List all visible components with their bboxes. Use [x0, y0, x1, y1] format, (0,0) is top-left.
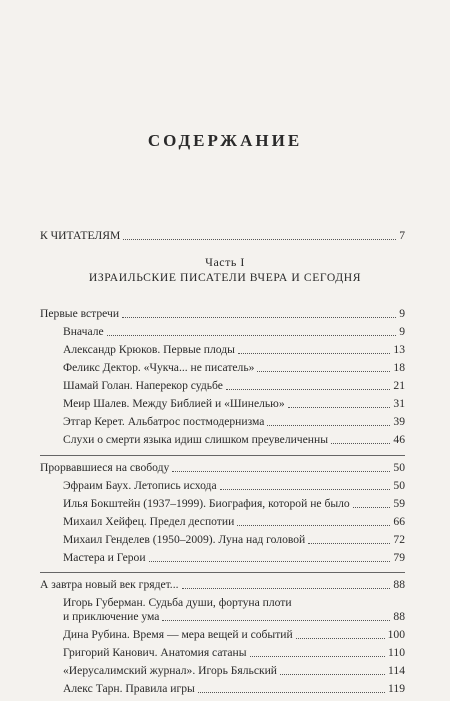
toc-entry[interactable]	[63, 361, 405, 375]
leader-dots	[280, 674, 385, 675]
toc-entry-page: 13	[393, 343, 405, 356]
toc-entry-text: К ЧИТАТЕЛЯМ	[40, 229, 121, 242]
toc-entry[interactable]	[63, 397, 405, 411]
leader-dots	[198, 692, 385, 693]
toc-entry-page: 88	[393, 610, 405, 623]
toc-entry-page: 50	[393, 461, 405, 474]
leader-dots	[288, 407, 391, 408]
toc-entry[interactable]	[63, 325, 405, 339]
toc-entry-text: Дина Рубина. Время — мера вещей и событий	[63, 628, 293, 641]
toc-entry-page: 114	[388, 664, 405, 677]
toc-entry[interactable]	[63, 610, 405, 624]
toc-entry-text: Эфраим Баух. Летопись исхода	[63, 479, 217, 492]
toc-entry[interactable]	[63, 497, 405, 511]
page-title: СОДЕРЖАНИЕ	[147, 131, 303, 150]
toc-entry-page: 7	[399, 229, 405, 242]
toc-entry-text: Прорвавшиеся на свободу	[40, 461, 170, 474]
toc-entry-text: и приключение ума	[63, 610, 160, 623]
toc-entry-page: 110	[388, 646, 405, 659]
leader-dots	[182, 588, 391, 589]
toc-entry-text: Михаил Хейфец. Предел деспотии	[63, 515, 235, 528]
toc-entry[interactable]	[63, 415, 405, 429]
part-title: ИЗРАИЛЬСКИЕ ПИСАТЕЛИ ВЧЕРА И СЕГОДНЯ	[88, 271, 362, 284]
leader-dots	[162, 620, 390, 621]
toc-entry-page: 31	[393, 397, 405, 410]
toc-entry-page: 66	[393, 515, 405, 528]
toc-entry-text: Вначале	[63, 325, 104, 338]
toc-entry-text: А завтра новый век грядет...	[40, 578, 179, 591]
toc-entry[interactable]	[63, 551, 405, 565]
toc-entry-text-line1: Игорь Губерман. Судьба души, фортуна плоти	[63, 596, 292, 609]
toc-entry-page: 72	[393, 533, 405, 546]
toc-entry-page: 39	[393, 415, 405, 428]
toc-entry-page: 46	[393, 433, 405, 446]
toc-entry-intro[interactable]	[40, 229, 405, 243]
leader-dots	[331, 443, 390, 444]
toc-entry-text: «Иерусалимский журнал». Игорь Бяльский	[63, 664, 278, 677]
leader-dots	[250, 656, 385, 657]
toc-entry-text: Этгар Керет. Альбатрос постмодернизма	[63, 415, 265, 428]
toc-entry-text: Слухи о смерти языка идиш слишком преувеличенны	[63, 433, 328, 446]
toc-entry-text: Первые встречи	[40, 307, 120, 320]
leader-dots	[238, 353, 390, 354]
toc-entry-text: Михаил Генделев (1950–2009). Луна над головой	[63, 533, 306, 546]
toc-section-heading[interactable]	[40, 578, 405, 592]
toc-entry-text: Григорий Канович. Анатомия сатаны	[63, 646, 247, 659]
toc-entry-page: 18	[393, 361, 405, 374]
leader-dots	[353, 507, 391, 508]
toc-entry[interactable]	[63, 379, 405, 393]
toc-entry-page: 21	[393, 379, 405, 392]
leader-dots	[123, 239, 396, 240]
toc-entry-page: 79	[393, 551, 405, 564]
toc-entry-page: 9	[399, 307, 405, 320]
leader-dots	[107, 335, 397, 336]
toc-entry[interactable]	[63, 433, 405, 447]
toc-entry[interactable]	[63, 628, 405, 642]
leader-dots	[220, 489, 391, 490]
toc-entry[interactable]	[63, 664, 405, 678]
leader-dots	[308, 543, 390, 544]
toc-entry-page: 88	[393, 578, 405, 591]
section-divider	[40, 572, 405, 573]
toc-entry-page: 59	[393, 497, 405, 510]
toc-entry[interactable]	[63, 646, 405, 660]
leader-dots	[149, 561, 391, 562]
toc-entry-text: Илья Бокштейн (1937–1999). Биография, которой не было	[63, 497, 350, 510]
leader-dots	[122, 317, 396, 318]
toc-section-heading[interactable]	[40, 461, 405, 475]
toc-entry-page: 9	[399, 325, 405, 338]
leader-dots	[172, 471, 390, 472]
toc-entry[interactable]	[63, 515, 405, 529]
toc-entry[interactable]	[63, 479, 405, 493]
toc-entry-text: Алекс Тарн. Правила игры	[63, 682, 195, 695]
toc-entry[interactable]	[63, 682, 405, 696]
toc-entry-text: Александр Крюков. Первые плоды	[63, 343, 235, 356]
section-divider	[40, 455, 405, 456]
toc-entry[interactable]	[63, 533, 405, 547]
part-label: Часть I	[205, 255, 245, 269]
toc-section-heading[interactable]	[40, 307, 405, 321]
toc-entry-text: Шамай Голан. Наперекор судьбе	[63, 379, 223, 392]
leader-dots	[226, 389, 390, 390]
toc-entry-page: 100	[387, 628, 405, 641]
leader-dots	[296, 638, 385, 639]
toc-entry-text: Феликс Дектор. «Чукча... не писатель»	[63, 361, 255, 374]
toc-entry-page: 50	[393, 479, 405, 492]
leader-dots	[267, 425, 390, 426]
toc-entry-page: 119	[388, 682, 405, 695]
toc-entry-text: Меир Шалев. Между Библией и «Шинелью»	[63, 397, 285, 410]
toc-entry-text: Мастера и Герои	[63, 551, 146, 564]
leader-dots	[257, 371, 390, 372]
leader-dots	[237, 525, 390, 526]
toc-entry[interactable]	[63, 343, 405, 357]
